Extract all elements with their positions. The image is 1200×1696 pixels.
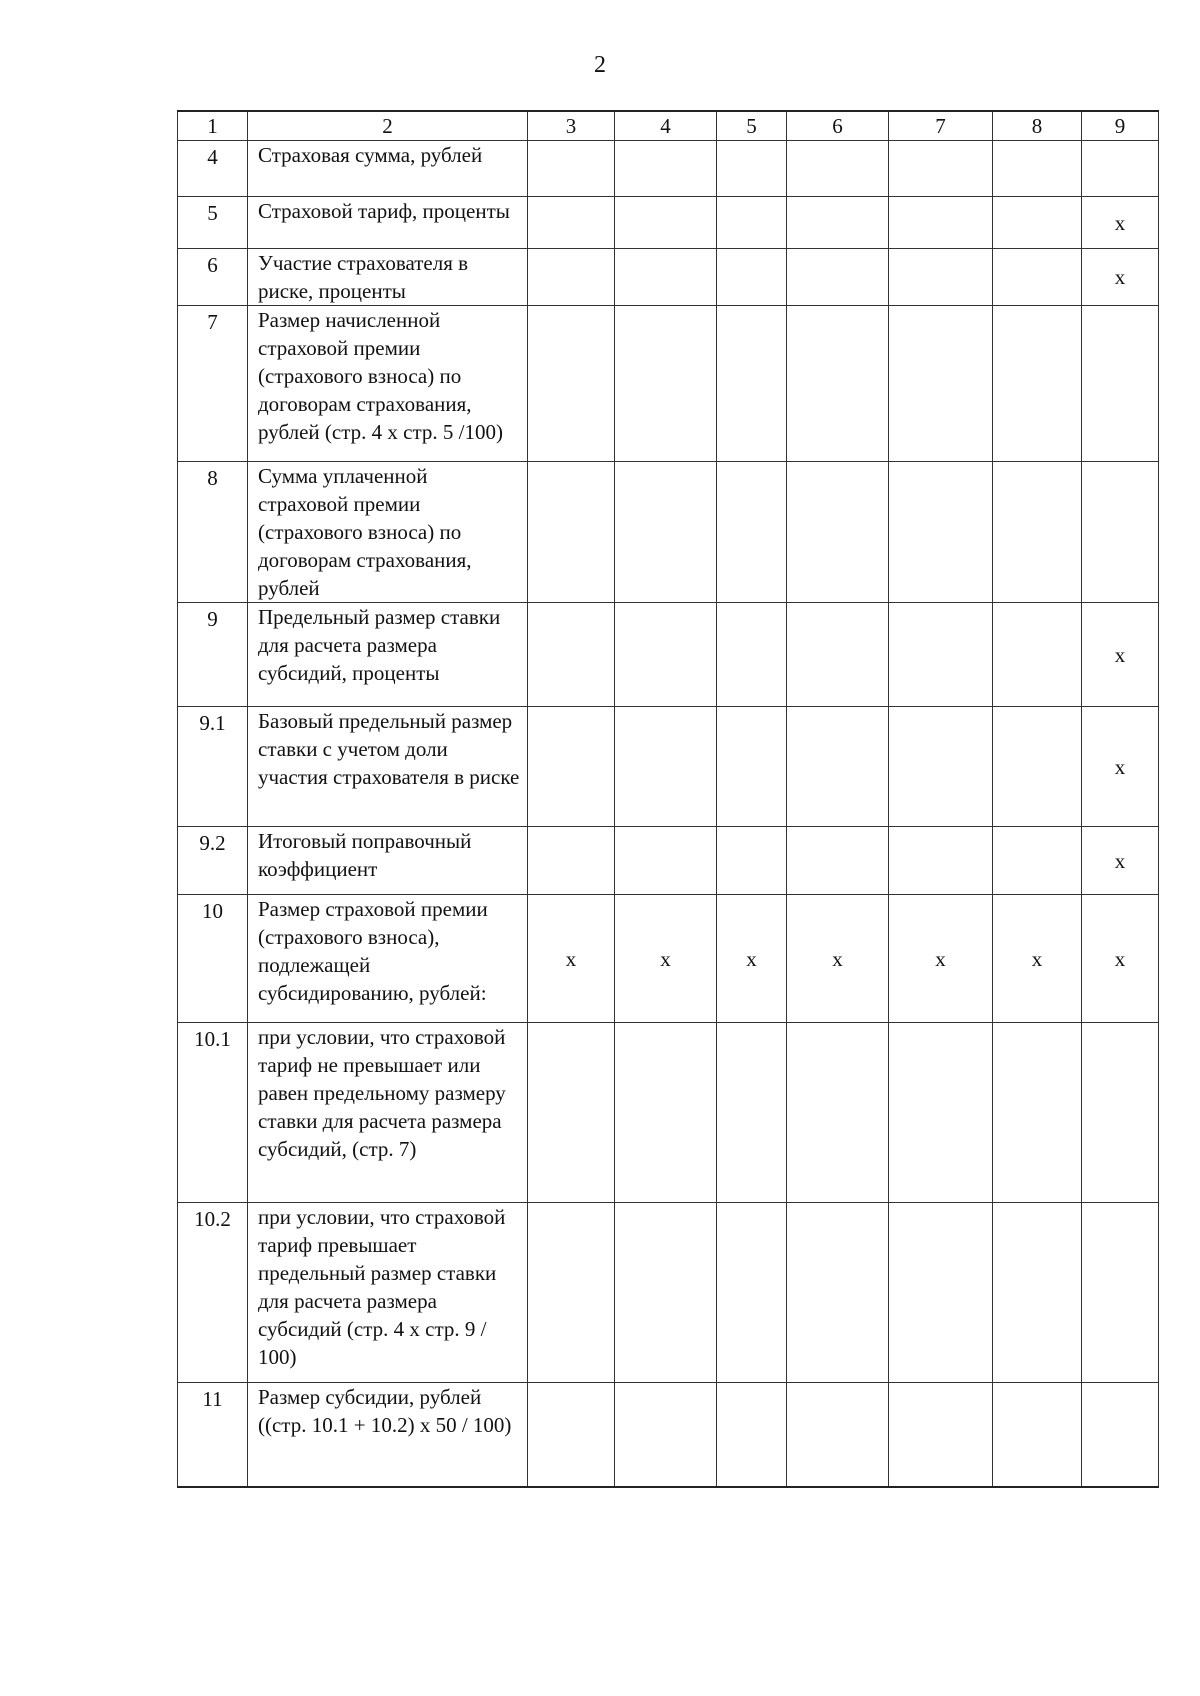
value-cell bbox=[717, 141, 787, 197]
value-cell bbox=[528, 197, 615, 249]
row-description: Страховой тариф, проценты bbox=[248, 197, 528, 249]
value-cell bbox=[528, 249, 615, 306]
value-cell bbox=[889, 1383, 993, 1487]
value-cell bbox=[1082, 141, 1159, 197]
table-row bbox=[178, 306, 1159, 462]
value-cell: х bbox=[1082, 895, 1159, 1023]
table-row bbox=[178, 827, 1159, 895]
value-cell bbox=[787, 1383, 889, 1487]
value-cell bbox=[1082, 1203, 1159, 1383]
value-cell bbox=[717, 306, 787, 462]
value-cell bbox=[993, 603, 1082, 707]
row-description: Итоговый поправочный коэффициент bbox=[248, 827, 528, 895]
column-header: 9 bbox=[1082, 111, 1159, 141]
table-row bbox=[178, 197, 1159, 249]
value-cell bbox=[993, 1203, 1082, 1383]
value-cell bbox=[1082, 306, 1159, 462]
value-cell bbox=[615, 197, 717, 249]
value-cell bbox=[889, 1203, 993, 1383]
row-description: Размер начисленной страховой премии (страхового взноса) по договорам страхования, рублей (стр. 4 х стр. 5 /100) bbox=[248, 306, 528, 462]
value-cell: х bbox=[889, 895, 993, 1023]
value-cell bbox=[615, 141, 717, 197]
row-description: Сумма уплаченной страховой премии (страхового взноса) по договорам страхования, рублей bbox=[248, 462, 528, 603]
value-cell: x bbox=[1082, 197, 1159, 249]
value-cell bbox=[615, 462, 717, 603]
value-cell bbox=[717, 827, 787, 895]
value-cell: х bbox=[1082, 827, 1159, 895]
column-header: 4 bbox=[615, 111, 717, 141]
value-cell bbox=[787, 249, 889, 306]
row-number: 11 bbox=[178, 1383, 248, 1487]
value-cell bbox=[889, 306, 993, 462]
column-header: 1 bbox=[178, 111, 248, 141]
value-cell bbox=[717, 197, 787, 249]
row-description: Страховая сумма, рублей bbox=[248, 141, 528, 197]
table-row bbox=[178, 141, 1159, 197]
value-cell bbox=[615, 1383, 717, 1487]
value-cell bbox=[787, 827, 889, 895]
table-row bbox=[178, 603, 1159, 707]
value-cell bbox=[717, 1203, 787, 1383]
column-header: 2 bbox=[248, 111, 528, 141]
column-header: 3 bbox=[528, 111, 615, 141]
value-cell bbox=[1082, 1023, 1159, 1203]
value-cell bbox=[993, 707, 1082, 827]
value-cell bbox=[615, 603, 717, 707]
value-cell bbox=[528, 827, 615, 895]
value-cell bbox=[889, 141, 993, 197]
row-number: 5 bbox=[178, 197, 248, 249]
row-description: Базовый предельный размер ставки с учетом доли участия страхователя в риске bbox=[248, 707, 528, 827]
table-row bbox=[178, 895, 1159, 1023]
row-number: 10.2 bbox=[178, 1203, 248, 1383]
value-cell bbox=[615, 249, 717, 306]
value-cell bbox=[787, 1203, 889, 1383]
value-cell bbox=[787, 603, 889, 707]
value-cell bbox=[889, 197, 993, 249]
value-cell bbox=[528, 1023, 615, 1203]
value-cell bbox=[528, 462, 615, 603]
value-cell bbox=[528, 306, 615, 462]
value-cell bbox=[889, 462, 993, 603]
value-cell bbox=[615, 827, 717, 895]
value-cell bbox=[993, 197, 1082, 249]
row-number: 4 bbox=[178, 141, 248, 197]
table-row bbox=[178, 1203, 1159, 1383]
value-cell bbox=[993, 306, 1082, 462]
table-row bbox=[178, 1023, 1159, 1203]
row-description: Размер субсидии, рублей ((стр. 10.1 + 10.2) х 50 / 100) bbox=[248, 1383, 528, 1487]
table-row bbox=[178, 462, 1159, 603]
row-number: 7 bbox=[178, 306, 248, 462]
header-row bbox=[178, 111, 1159, 141]
table-row bbox=[178, 707, 1159, 827]
value-cell: х bbox=[1082, 603, 1159, 707]
value-cell: х bbox=[1082, 707, 1159, 827]
row-description: Размер страховой премии (страхового взноса), подлежащей субсидированию, рублей: bbox=[248, 895, 528, 1023]
value-cell bbox=[615, 707, 717, 827]
row-number: 10 bbox=[178, 895, 248, 1023]
value-cell bbox=[528, 707, 615, 827]
value-cell bbox=[717, 707, 787, 827]
row-description: при условии, что страховой тариф не превышает или равен предельному размеру ставки для расчета размера субсидий, (стр. 7) bbox=[248, 1023, 528, 1203]
row-number: 8 bbox=[178, 462, 248, 603]
value-cell bbox=[787, 707, 889, 827]
value-cell bbox=[889, 603, 993, 707]
value-cell bbox=[889, 827, 993, 895]
value-cell: х bbox=[787, 895, 889, 1023]
subsidy-calculation-table bbox=[177, 110, 1159, 1488]
value-cell bbox=[717, 1023, 787, 1203]
value-cell bbox=[787, 197, 889, 249]
value-cell bbox=[615, 1203, 717, 1383]
value-cell bbox=[717, 249, 787, 306]
column-header: 8 bbox=[993, 111, 1082, 141]
value-cell bbox=[528, 141, 615, 197]
value-cell bbox=[889, 1023, 993, 1203]
value-cell bbox=[787, 1023, 889, 1203]
column-header: 5 bbox=[717, 111, 787, 141]
value-cell bbox=[787, 306, 889, 462]
row-number: 9 bbox=[178, 603, 248, 707]
value-cell bbox=[993, 1023, 1082, 1203]
column-header: 6 bbox=[787, 111, 889, 141]
value-cell: х bbox=[615, 895, 717, 1023]
value-cell bbox=[889, 249, 993, 306]
value-cell bbox=[1082, 1383, 1159, 1487]
value-cell bbox=[717, 603, 787, 707]
row-number: 10.1 bbox=[178, 1023, 248, 1203]
value-cell bbox=[528, 603, 615, 707]
value-cell bbox=[1082, 462, 1159, 603]
value-cell bbox=[787, 462, 889, 603]
value-cell bbox=[993, 249, 1082, 306]
value-cell: х bbox=[717, 895, 787, 1023]
row-description: Предельный размер ставки для расчета размера субсидий, проценты bbox=[248, 603, 528, 707]
value-cell bbox=[993, 827, 1082, 895]
column-header: 7 bbox=[889, 111, 993, 141]
value-cell bbox=[993, 1383, 1082, 1487]
value-cell bbox=[787, 141, 889, 197]
value-cell bbox=[528, 1203, 615, 1383]
value-cell: х bbox=[993, 895, 1082, 1023]
value-cell: х bbox=[528, 895, 615, 1023]
table-row bbox=[178, 1383, 1159, 1487]
page-number: 2 bbox=[594, 52, 606, 78]
value-cell: x bbox=[1082, 249, 1159, 306]
row-number: 9.2 bbox=[178, 827, 248, 895]
row-number: 6 bbox=[178, 249, 248, 306]
table-row bbox=[178, 249, 1159, 306]
row-number: 9.1 bbox=[178, 707, 248, 827]
value-cell bbox=[993, 462, 1082, 603]
value-cell bbox=[717, 462, 787, 603]
value-cell bbox=[615, 306, 717, 462]
value-cell bbox=[528, 1383, 615, 1487]
value-cell bbox=[717, 1383, 787, 1487]
value-cell bbox=[615, 1023, 717, 1203]
row-description: при условии, что страховой тариф превышает предельный размер ставки для расчета размера субсидий (стр. 4 х стр. 9 / 100) bbox=[248, 1203, 528, 1383]
table-body bbox=[178, 111, 1159, 1487]
value-cell bbox=[993, 141, 1082, 197]
row-description: Участие страхователя в риске, проценты bbox=[248, 249, 528, 306]
value-cell bbox=[889, 707, 993, 827]
